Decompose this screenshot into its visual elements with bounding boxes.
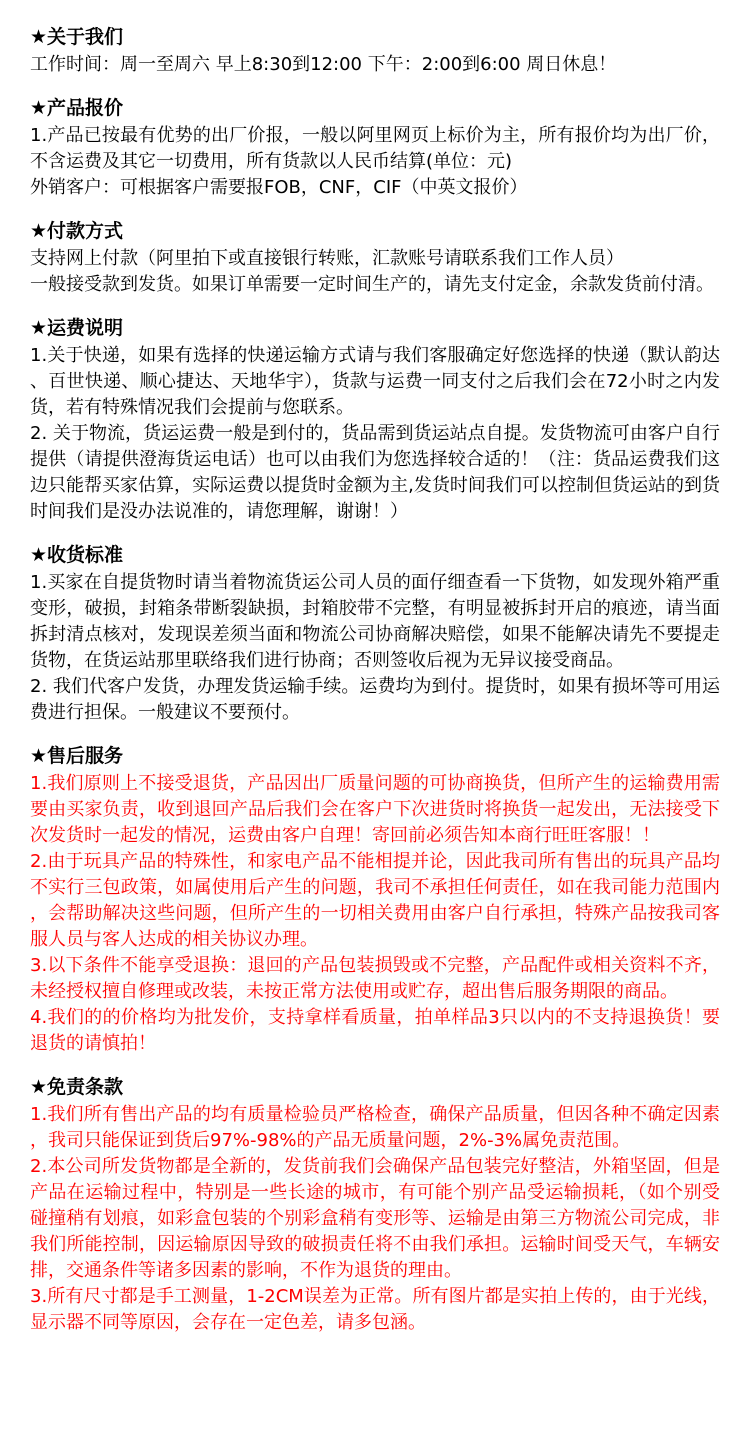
paragraph: 1.关于快递，如果有选择的快递运输方式请与我们客服确定好您选择的快递（默认韵达、百世快递、顺心捷达、天地华宇），货款与运费一同支付之后我们会在72小时之内发货，若有特殊情况我们会提前与您联系。 [30,345,720,418]
paragraph: 2. 关于物流，货运运费一般是到付的，货品需到货运站点自提。发货物流可由客户自行提供（请提供澄海货运电话）也可以由我们为您选择较合适的！（注：货品运费我们这边只能帮买家估算，实际运费以提货时金额为主,发货时间我们可以控制但货运站的到货时间我们是没办法说准的，请您理解，谢谢！） [30,423,720,522]
section-title: ★付款方式 [30,220,124,242]
section-product-quote [30,93,720,201]
paragraph: 支持网上付款（阿里拍下或直接银行转账，汇款账号请联系我们工作人员） [30,248,624,269]
paragraph: 一般接受款到发货。如果订单需要一定时间生产的，请先支付定金，余款发货前付清。 [30,274,714,295]
section-disclaimer [30,1072,720,1336]
section-title: ★运费说明 [30,317,124,339]
section-about-us [30,22,720,78]
section-title: ★收货标准 [30,544,124,566]
paragraph: 2.本公司所发货物都是全新的，发货前我们会确保产品包装完好整洁，外箱坚固，但是产品在运输过程中，特别是一些长途的城市，有可能个别产品受运输损耗，（如个别受碰撞稍有划痕，如彩盒包装的个别彩盒稍有变形等、运输是由第三方物流公司完成，非我们所能控制，因运输原因导致的破损责任将不由我们承担。运输时间受天气，车辆安排，交通条件等诸多因素的影响，不作为退货的理由。 [30,1156,720,1281]
paragraph: 外销客户：可根据客户需要报FOB，CNF，CIF（中英文报价） [30,177,528,198]
section-title: ★关于我们 [30,26,124,48]
section-after-sales-service [30,741,720,1057]
paragraph: 工作时间：周一至周六 早上8:30到12:00 下午：2:00到6:00 周日休息！ [30,54,617,75]
section-title: ★售后服务 [30,745,124,767]
paragraph: 1.我们原则上不接受退货，产品因出厂质量问题的可协商换货，但所产生的运输费用需要由买家负责，收到退回产品后我们会在客户下次进货时将换货一起发出，无法接受下次发货时一起发的情况，运费由客户自理！寄回前必须告知本商行旺旺客服！！ [30,773,720,846]
paragraph: 2. 我们代客户发货，办理发货运输手续。运费均为到付。提货时，如果有损坏等可用运费进行担保。一般建议不要预付。 [30,676,720,723]
section-receiving-standard [30,540,720,726]
paragraph: 1.产品已按最有优势的出厂价报，一般以阿里网页上标价为主，所有报价均为出厂价，不含运费及其它一切费用，所有货款以人民币结算(单位：元) [30,125,720,172]
paragraph: 1.买家在自提货物时请当着物流货运公司人员的面仔细查看一下货物，如发现外箱严重变形，破损，封箱条带断裂缺损，封箱胶带不完整，有明显被拆封开启的痕迹，请当面拆封清点核对，发现误差须当面和物流公司协商解决赔偿，如果不能解决请先不要提走货物，在货运站那里联络我们进行协商；否则签收后视为无异议接受商品。 [30,572,720,671]
paragraph: 3.所有尺寸都是手工测量，1-2CM误差为正常。所有图片都是实拍上传的，由于光线，显示器不同等原因，会存在一定色差，请多包涵。 [30,1286,720,1333]
paragraph: 4.我们的的价格均为批发价，支持拿样看质量，拍单样品3只以内的不支持退换货！要退货的请慎拍！ [30,1007,720,1054]
section-title: ★免责条款 [30,1076,124,1098]
section-shipping-info [30,313,720,525]
paragraph: 1.我们所有售出产品的均有质量检验员严格检查，确保产品质量，但因各种不确定因素，我司只能保证到货后97%-98%的产品无质量问题，2%-3%属免责范围。 [30,1104,720,1151]
paragraph: 3.以下条件不能享受退换：退回的产品包装损毁或不完整，产品配件或相关资料不齐，未经授权擅自修理或改装，未按正常方法使用或贮存，超出售后服务期限的商品。 [30,955,720,1002]
section-title: ★产品报价 [30,97,124,119]
paragraph: 2.由于玩具产品的特殊性，和家电产品不能相提并论，因此我司所有售出的玩具产品均不实行三包政策，如属使用后产生的问题，我司不承担任何责任，如在我司能力范围内，会帮助解决这些问题，但所产生的一切相关费用由客户自行承担，特殊产品按我司客服人员与客人达成的相关协议办理。 [30,851,720,950]
section-payment-method [30,216,720,298]
